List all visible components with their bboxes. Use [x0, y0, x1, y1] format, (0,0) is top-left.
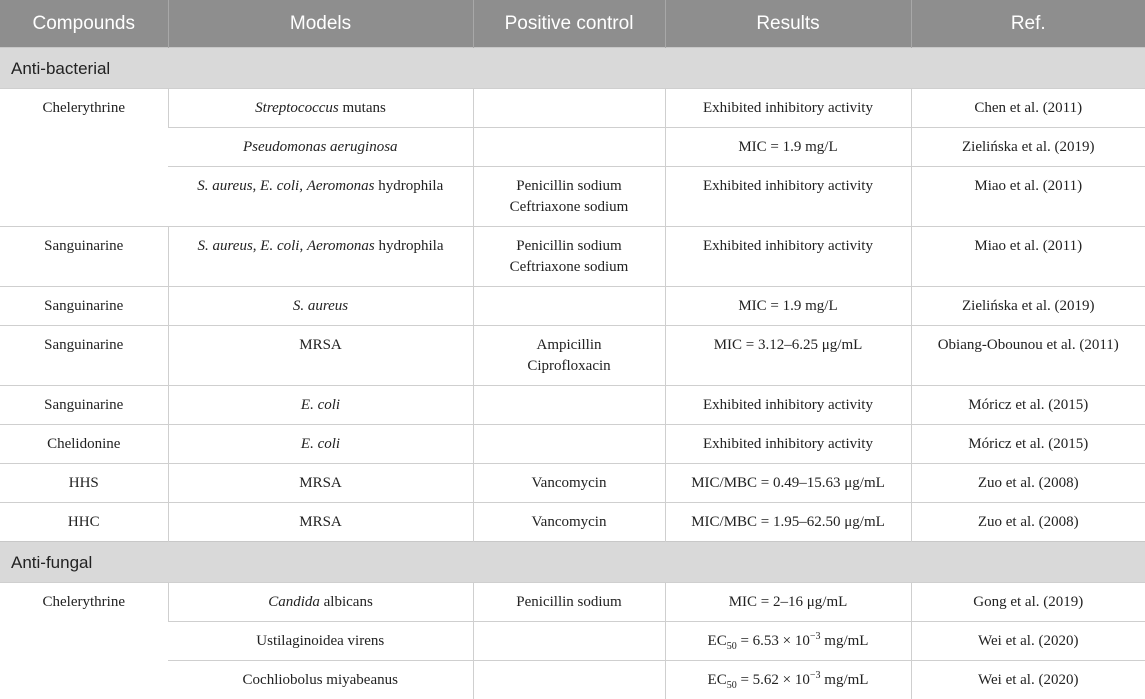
- result-cell: [665, 89, 911, 128]
- control-line: Penicillin sodium: [478, 176, 661, 197]
- control-cell: [473, 128, 665, 167]
- result-cell: [665, 167, 911, 227]
- result-cell: [665, 326, 911, 386]
- section-title: Anti-fungal: [0, 542, 1145, 583]
- table-row: [0, 326, 1145, 386]
- compound-cell: Sanguinarine: [0, 287, 168, 326]
- table-row: [0, 503, 1145, 542]
- section-row-anti-fungal: [0, 542, 1145, 583]
- table-row: [0, 583, 1145, 622]
- table-row: [0, 622, 1145, 661]
- result-cell: [665, 464, 911, 503]
- ref-cell: Wei et al. (2020): [911, 622, 1145, 661]
- result-cell: [665, 425, 911, 464]
- compound-cell: Sanguinarine: [0, 227, 168, 287]
- ref-cell: Wei et al. (2020): [911, 661, 1145, 699]
- model-cell: [168, 128, 473, 167]
- compound-cell: HHS: [0, 464, 168, 503]
- text-run: MIC = 3.12–6.25 μg/mL: [714, 337, 863, 353]
- compound-cell: Sanguinarine: [0, 386, 168, 425]
- text-run: Exhibited inhibitory activity: [703, 178, 873, 194]
- text-run: −3: [810, 670, 821, 681]
- model-cell: [168, 167, 473, 227]
- table-row: [0, 464, 1145, 503]
- header-row: [0, 0, 1145, 48]
- text-run: S. aureus: [197, 178, 252, 194]
- text-run: E. coli: [260, 238, 299, 254]
- model-cell: [168, 326, 473, 386]
- text-run: MRSA: [299, 514, 342, 530]
- ref-cell: Miao et al. (2011): [911, 227, 1145, 287]
- text-run: albicans: [320, 594, 373, 610]
- text-run: mg/mL: [821, 633, 869, 649]
- text-run: Aeromonas: [307, 178, 375, 194]
- control-cell: [473, 227, 665, 287]
- control-cell: [473, 167, 665, 227]
- text-run: MIC/MBC = 1.95–62.50 μg/mL: [691, 514, 885, 530]
- text-run: Exhibited inhibitory activity: [703, 100, 873, 116]
- text-run: ,: [253, 238, 261, 254]
- compound-cell: HHC: [0, 503, 168, 542]
- model-cell: [168, 386, 473, 425]
- control-cell: [473, 386, 665, 425]
- control-line: Vancomycin: [478, 512, 661, 533]
- text-run: EC: [708, 633, 727, 649]
- ref-cell: Zuo et al. (2008): [911, 464, 1145, 503]
- ref-cell: Zielińska et al. (2019): [911, 128, 1145, 167]
- model-cell: [168, 622, 473, 661]
- control-cell: [473, 583, 665, 622]
- model-cell: [168, 661, 473, 699]
- result-cell: [665, 583, 911, 622]
- result-cell: [665, 128, 911, 167]
- model-cell: [168, 425, 473, 464]
- table-row: [0, 227, 1145, 287]
- section-title: Anti-bacterial: [0, 48, 1145, 89]
- ref-cell: Obiang-Obounou et al. (2011): [911, 326, 1145, 386]
- text-run: Candida: [268, 594, 320, 610]
- text-run: 50: [727, 680, 737, 691]
- text-run: ,: [299, 238, 307, 254]
- header-positive-control: Positive control: [473, 0, 665, 48]
- control-cell: [473, 89, 665, 128]
- ref-cell: Móricz et al. (2015): [911, 386, 1145, 425]
- model-cell: [168, 503, 473, 542]
- model-cell: [168, 89, 473, 128]
- model-cell: [168, 287, 473, 326]
- text-run: Aeromonas: [307, 238, 375, 254]
- text-run: = 6.53 × 10: [737, 633, 810, 649]
- text-run: S. aureus: [293, 298, 348, 314]
- result-cell: [665, 661, 911, 699]
- text-run: hydrophila: [374, 178, 443, 194]
- table-row: [0, 167, 1145, 227]
- text-run: Exhibited inhibitory activity: [703, 397, 873, 413]
- ref-cell: Móricz et al. (2015): [911, 425, 1145, 464]
- text-run: E. coli: [301, 397, 340, 413]
- header-ref: Ref.: [911, 0, 1145, 48]
- table-row: [0, 128, 1145, 167]
- result-cell: [665, 622, 911, 661]
- result-cell: [665, 227, 911, 287]
- text-run: Pseudomonas aeruginosa: [243, 139, 398, 155]
- header-models: Models: [168, 0, 473, 48]
- control-line: Vancomycin: [478, 473, 661, 494]
- text-run: Exhibited inhibitory activity: [703, 238, 873, 254]
- text-run: hydrophila: [375, 238, 444, 254]
- text-run: EC: [708, 672, 727, 688]
- text-run: mg/mL: [821, 672, 869, 688]
- compound-cell: Sanguinarine: [0, 326, 168, 386]
- control-cell: [473, 287, 665, 326]
- control-cell: [473, 622, 665, 661]
- section-row-anti-bacterial: [0, 48, 1145, 89]
- control-line: Ceftriaxone sodium: [478, 197, 661, 218]
- ref-cell: Zuo et al. (2008): [911, 503, 1145, 542]
- text-run: −3: [810, 631, 821, 642]
- model-cell: [168, 583, 473, 622]
- compound-cell: Chelidonine: [0, 425, 168, 464]
- table-row: [0, 386, 1145, 425]
- table-row: [0, 287, 1145, 326]
- control-cell: [473, 326, 665, 386]
- text-run: E. coli: [260, 178, 299, 194]
- compound-cell: Chelerythrine: [0, 583, 168, 699]
- ref-cell: Miao et al. (2011): [911, 167, 1145, 227]
- text-run: MIC = 1.9 mg/L: [738, 139, 837, 155]
- ref-cell: Zielińska et al. (2019): [911, 287, 1145, 326]
- text-run: MIC/MBC = 0.49–15.63 μg/mL: [691, 475, 885, 491]
- text-run: MIC = 1.9 mg/L: [738, 298, 837, 314]
- ref-cell: Gong et al. (2019): [911, 583, 1145, 622]
- table-row: [0, 89, 1145, 128]
- text-run: MRSA: [299, 475, 342, 491]
- text-run: ,: [299, 178, 307, 194]
- text-run: mutans: [339, 100, 386, 116]
- text-run: = 5.62 × 10: [737, 672, 810, 688]
- text-run: MIC = 2–16 μg/mL: [729, 594, 848, 610]
- text-run: E. coli: [301, 436, 340, 452]
- result-cell: [665, 386, 911, 425]
- text-run: Cochliobolus miyabeanus: [243, 672, 398, 688]
- control-line: Ceftriaxone sodium: [478, 257, 661, 278]
- text-run: Streptococcus: [255, 100, 339, 116]
- control-cell: [473, 464, 665, 503]
- result-cell: [665, 503, 911, 542]
- control-cell: [473, 425, 665, 464]
- table-row: [0, 425, 1145, 464]
- model-cell: [168, 464, 473, 503]
- text-run: Ustilaginoidea virens: [256, 633, 384, 649]
- text-run: Exhibited inhibitory activity: [703, 436, 873, 452]
- control-line: Penicillin sodium: [478, 236, 661, 257]
- control-line: Ciprofloxacin: [478, 356, 661, 377]
- header-compounds: Compounds: [0, 0, 168, 48]
- text-run: MRSA: [299, 337, 342, 353]
- control-line: Ampicillin: [478, 335, 661, 356]
- compound-cell: Chelerythrine: [0, 89, 168, 227]
- model-cell: [168, 227, 473, 287]
- control-line: Penicillin sodium: [478, 592, 661, 613]
- header-results: Results: [665, 0, 911, 48]
- control-cell: [473, 503, 665, 542]
- result-cell: [665, 287, 911, 326]
- text-run: ,: [253, 178, 261, 194]
- table-row: [0, 661, 1145, 699]
- control-cell: [473, 661, 665, 699]
- text-run: S. aureus: [198, 238, 253, 254]
- text-run: 50: [727, 641, 737, 652]
- ref-cell: Chen et al. (2011): [911, 89, 1145, 128]
